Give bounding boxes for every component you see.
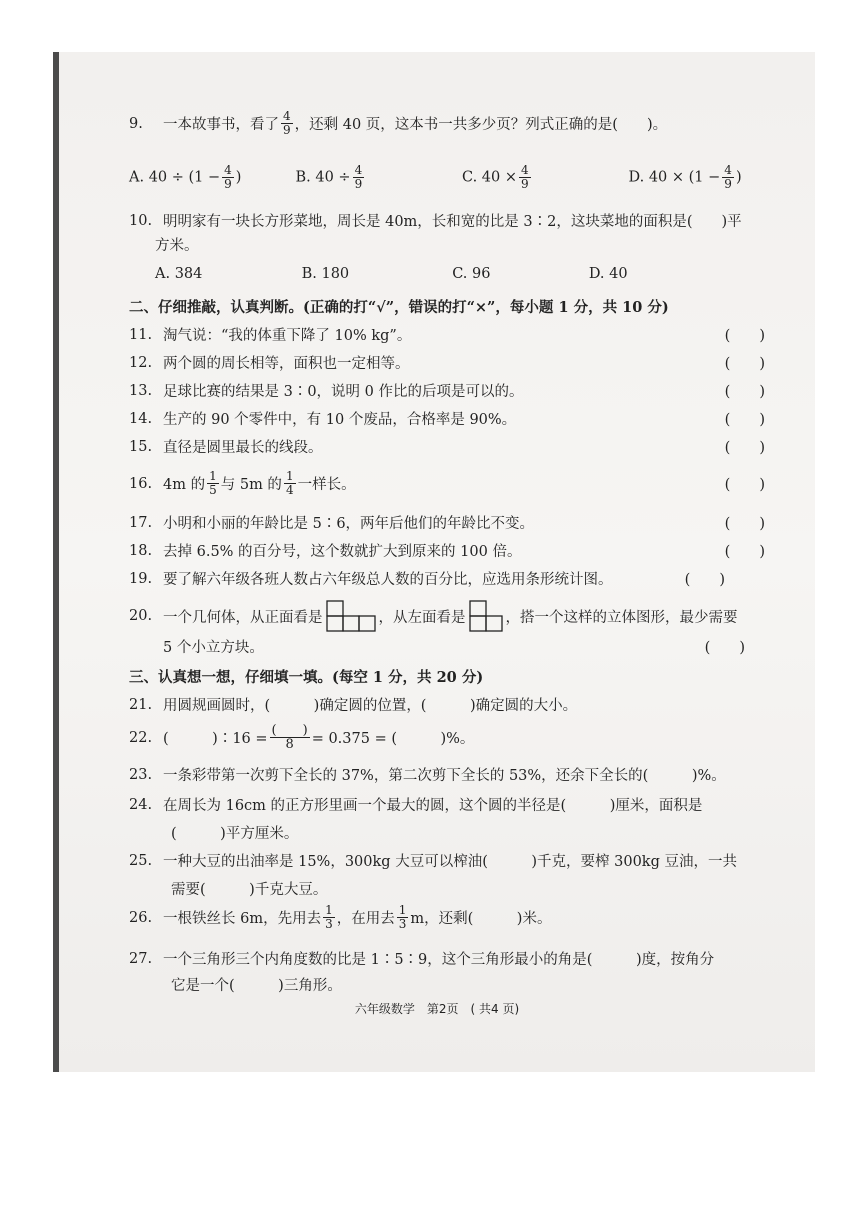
option-a: A. 40 ÷ (1 − $\frac{4}{9}$ ) bbox=[129, 163, 242, 191]
question-10-cont: 方米。 bbox=[155, 238, 199, 254]
question-14: 14. 生产的 90 个零件中，有 10 个废品，合格率是 90%。 ( ) bbox=[129, 408, 795, 429]
question-20-cont: 5 个小立方块。 ( ) bbox=[163, 636, 795, 657]
option-d: D. 40 bbox=[588, 266, 628, 282]
question-24: 24. 在周长为 16cm 的正方形里画一个最大的圆，这个圆的半径是( )厘米，面积是 bbox=[129, 796, 703, 814]
fraction: $\frac{4}{9}$ bbox=[283, 109, 291, 137]
question-18: 18. 去掉 6.5% 的百分号，这个数就扩大到原来的 100 倍。 ( ) bbox=[129, 540, 795, 561]
section-3-title: 三、认真想一想，仔细填一填。(每空 1 分，共 20 分) bbox=[129, 669, 484, 686]
question-10-options bbox=[155, 266, 795, 282]
question-11: 11. 淘气说：“我的体重下降了 10% kg”。 ( ) bbox=[129, 324, 795, 345]
answer-blank[interactable]: ( ) bbox=[684, 572, 725, 588]
answer-blank[interactable]: ( ) bbox=[704, 640, 745, 656]
page-footer: 六年级数学 第2页 ( 共4 页) bbox=[354, 1002, 520, 1016]
question-23: 23. 一条彩带第一次剪下全长的 37%，第二次剪下全长的 53%，还余下全长的( )%。 bbox=[129, 766, 726, 784]
option-c: C. 96 bbox=[452, 266, 491, 282]
answer-blank[interactable]: ( ) bbox=[724, 440, 765, 456]
option-b: B. 40 ÷ $\frac{4}{9}$ bbox=[295, 163, 363, 191]
answer-blank[interactable]: ( ) bbox=[724, 412, 765, 428]
question-25-cont: 需要( )千克大豆。 bbox=[171, 882, 328, 898]
answer-blank[interactable]: ( ) bbox=[724, 328, 765, 344]
question-24-cont: ( )平方厘米。 bbox=[171, 826, 299, 842]
option-d: D. 40 × (1 − $\frac{4}{9}$ ) bbox=[628, 163, 742, 191]
answer-blank[interactable]: ( ) bbox=[724, 516, 765, 532]
option-a: A. 384 bbox=[155, 266, 203, 282]
question-27: 27. 一个三角形三个内角度数的比是 1∶5∶9，这个三角形最小的角是( )度，按角分 bbox=[129, 950, 715, 968]
question-12: 12. 两个圆的周长相等，面积也一定相等。 ( ) bbox=[129, 352, 795, 373]
option-b: B. 180 bbox=[301, 266, 350, 282]
question-26: 26. 一根铁丝长 6m，先用去 $\frac{1}{3}$ ，在用去 $\frac{1}{3}$ m，还剩( )米。 bbox=[129, 903, 552, 931]
left-view-shape-icon bbox=[469, 600, 503, 632]
question-16: 16. 4m 的 $\frac{1}{5}$ 与 5m 的 $\frac{1}{4}$ 一样长。 ( ) bbox=[129, 469, 765, 497]
question-9-options bbox=[129, 164, 795, 191]
question-20: 20. 一个几何体，从正面看是 ，从左面看是 ，搭一个这样的立体图形，最少需要 bbox=[129, 600, 795, 632]
front-view-shape-icon bbox=[326, 600, 376, 632]
question-15: 15. 直径是圆里最长的线段。 ( ) bbox=[129, 436, 795, 457]
answer-blank[interactable]: ( ) bbox=[724, 384, 765, 400]
option-c: C. 40 × $\frac{4}{9}$ bbox=[462, 163, 529, 191]
question-10: 10. 明明家有一块长方形菜地，周长是 40m，长和宽的比是 3∶2，这块菜地的面积是( )平 bbox=[129, 212, 742, 230]
question-19: 19. 要了解六年级各班人数占六年级总人数的百分比，应选用条形统计图。 ( ) bbox=[129, 568, 795, 589]
answer-blank[interactable]: ( ) bbox=[724, 544, 765, 560]
question-25: 25. 一种大豆的出油率是 15%，300kg 大豆可以榨油( )千克，要榨 300kg 豆油，一共 bbox=[129, 852, 737, 870]
question-13: 13. 足球比赛的结果是 3∶0，说明 0 作比的后项是可以的。 ( ) bbox=[129, 380, 795, 401]
question-27-cont: 它是一个( )三角形。 bbox=[171, 978, 342, 994]
section-2-title: 二、仔细推敲，认真判断。(正确的打“√”，错误的打“×”，每小题 1 分，共 10 分) bbox=[129, 299, 669, 316]
question-17: 17. 小明和小丽的年龄比是 5∶6，两年后他们的年龄比不变。 ( ) bbox=[129, 512, 795, 533]
exam-page-photo bbox=[53, 52, 815, 1072]
question-21: 21. 用圆规画圆时，( )确定圆的位置，( )确定圆的大小。 bbox=[129, 696, 578, 714]
question-9: 9. 一本故事书，看了 $\frac{4}{9}$ ，还剩 40 页，这本书一共多少页？列式正确的是( )。 bbox=[129, 109, 668, 137]
answer-blank[interactable]: ( ) bbox=[724, 477, 765, 493]
answer-blank[interactable]: ( ) bbox=[724, 356, 765, 372]
question-22: 22. ( )∶16 = $\frac{( )}{8}$ = 0.375 = ( )%。 bbox=[129, 723, 475, 752]
